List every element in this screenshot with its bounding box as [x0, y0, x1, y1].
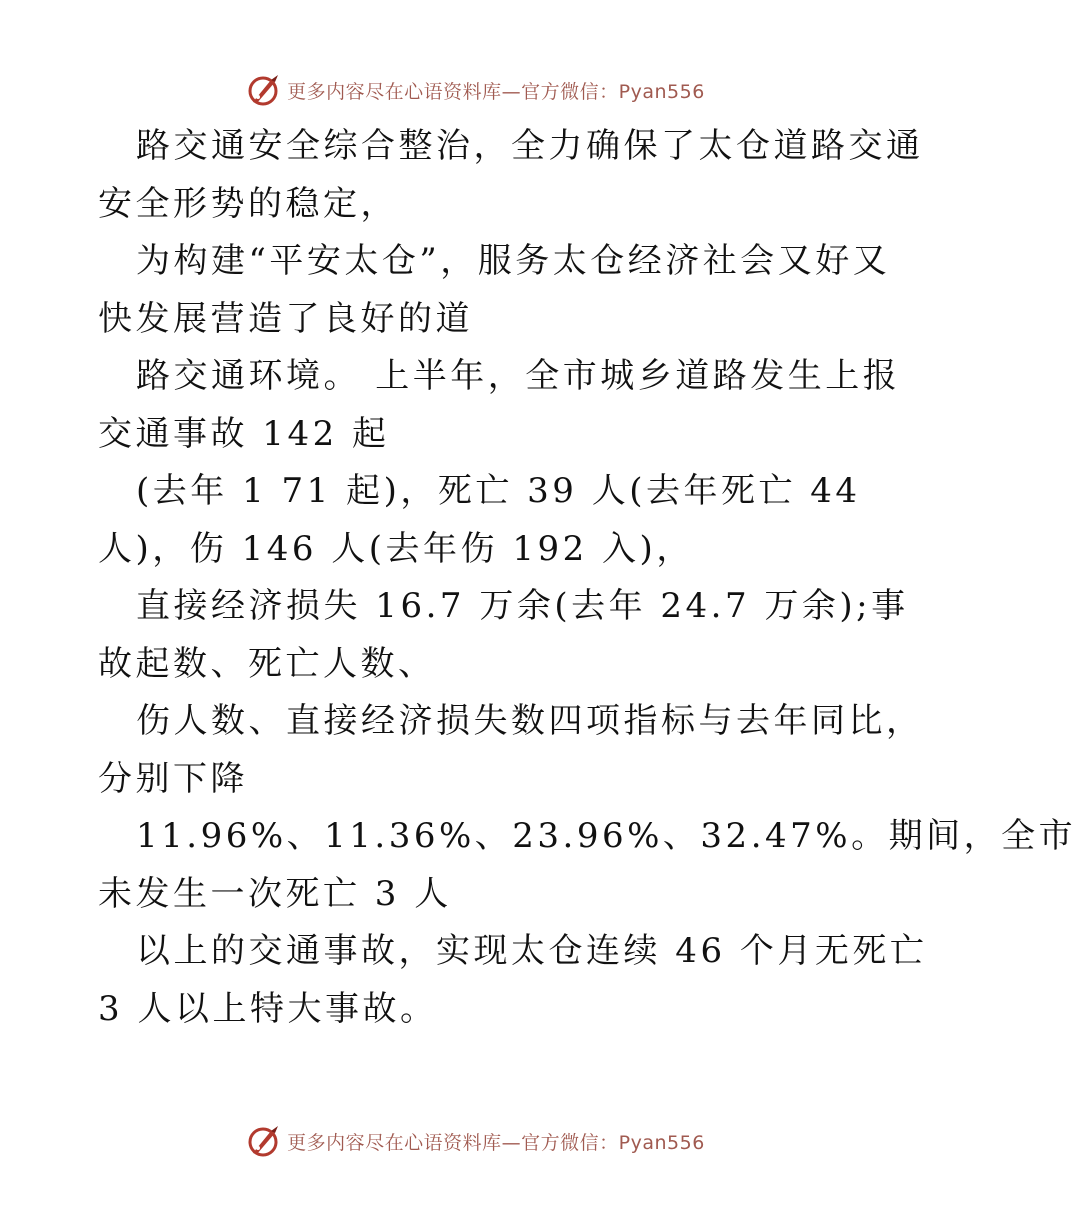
body-line: 为构建“平安太仓”，服务太仓经济社会又好又	[136, 241, 891, 281]
body-line: (去年 1 71 起)，死亡 39 人(去年死亡 44	[136, 471, 861, 511]
document-body	[98, 118, 1076, 1038]
body-line: 路交通安全综合整治，全力确保了太仓道路交通	[136, 126, 924, 166]
footer-watermark	[0, 1123, 950, 1159]
body-line: 11.96%、11.36%、23.96%、32.47%。期间，全市	[136, 816, 1076, 856]
header-watermark	[0, 72, 950, 108]
quill-pen-logo-icon	[245, 72, 281, 108]
body-line: 交通事故 142 起	[98, 413, 390, 454]
body-line: 快发展营造了良好的道	[98, 298, 473, 339]
body-line: 伤人数、直接经济损失数四项指标与去年同比，	[136, 701, 924, 741]
body-line: 路交通环境。 上半年，全市城乡道路发生上报	[136, 356, 901, 396]
quill-pen-logo-icon	[245, 1123, 281, 1159]
body-line: 分别下降	[98, 758, 248, 799]
footer-watermark-text: 更多内容尽在心语资料库—官方微信：Pyan556	[287, 1131, 705, 1154]
body-line: 人)，伤 146 人(去年伤 192 入)，	[98, 528, 694, 569]
header-watermark-text: 更多内容尽在心语资料库—官方微信：Pyan556	[287, 80, 705, 103]
body-line: 以上的交通事故，实现太仓连续 46 个月无死亡	[136, 931, 928, 971]
body-line: 故起数、死亡人数、	[98, 643, 436, 684]
body-line: 安全形势的稳定，	[98, 183, 398, 224]
body-line: 直接经济损失 16.7 万余(去年 24.7 万余);事	[136, 586, 909, 626]
body-line: 3 人以上特大事故。	[98, 988, 438, 1029]
body-line: 未发生一次死亡 3 人	[98, 873, 452, 914]
